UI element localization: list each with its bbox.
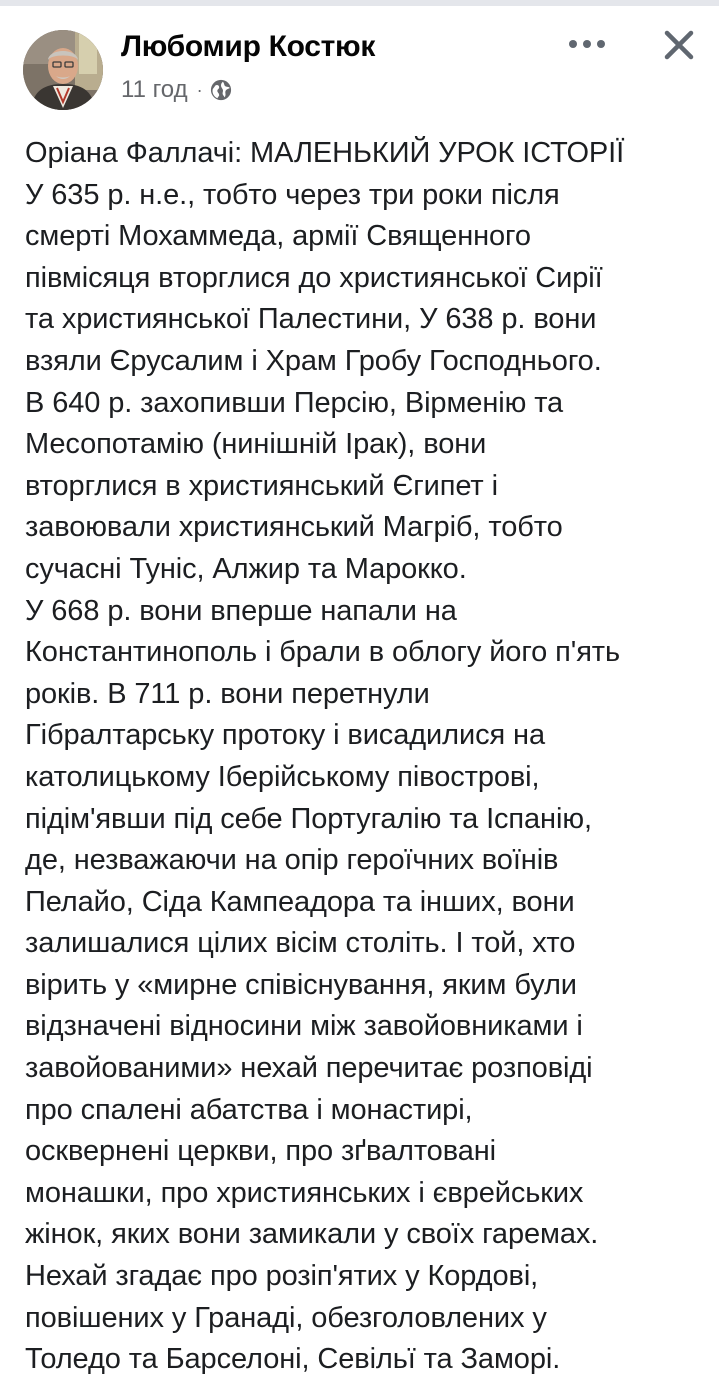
post-text-line: католицькому Іберійському півострові, bbox=[25, 760, 540, 793]
post-text-line: років. В 711 р. вони перетнули bbox=[25, 677, 430, 710]
post-text-line: Нехай згадає про розіп'ятих у Кордові, bbox=[25, 1260, 539, 1293]
author-name[interactable]: Любомир Костюк bbox=[121, 30, 376, 63]
meta-separator: · bbox=[196, 79, 203, 100]
post-text-line: Месопотамію (нинішній Ірак), вони bbox=[25, 428, 487, 461]
post-text-line: залишалися цілих вісім століть. І той, хто bbox=[25, 927, 576, 960]
post-header bbox=[0, 6, 719, 116]
post-text-line: У 635 р. н.е., тобто через три роки після bbox=[25, 178, 560, 211]
post-text-line: монашки, про християнських і єврейських bbox=[25, 1176, 584, 1209]
hide-post-button[interactable] bbox=[656, 22, 702, 68]
post-timestamp[interactable]: 11 год bbox=[121, 76, 188, 103]
post-text-line: де, незважаючи на опір героїчних воїнів bbox=[25, 844, 559, 877]
more-options-button[interactable] bbox=[562, 26, 612, 62]
post-text-line: підім'явши під себе Португалію та Іспанію, bbox=[25, 802, 592, 835]
post-text-line: півмісяця вторглися до християнської Сирії bbox=[25, 261, 603, 294]
post-text-line: сучасні Туніс, Алжир та Марокко. bbox=[25, 552, 467, 585]
more-horizontal-icon bbox=[569, 39, 605, 49]
post-text-line: У 668 р. вони вперше напали на bbox=[25, 594, 457, 627]
post-text-line: Константинополь і брали в облогу його п'ять bbox=[25, 636, 620, 669]
post-meta bbox=[121, 76, 232, 104]
avatar[interactable] bbox=[23, 30, 103, 110]
post-text-line: Толедо та Барселоні, Севільї та Заморі. bbox=[25, 1343, 561, 1376]
post-text-line: смерті Мохаммеда, армії Священного bbox=[25, 220, 531, 253]
post-text-line: В 640 р. захопивши Персію, Вірменію та bbox=[25, 386, 564, 419]
post-text-line: завоювали християнський Магріб, тобто bbox=[25, 511, 563, 544]
post-text-line: завойованими» нехай перечитає розповіді bbox=[25, 1052, 593, 1085]
post-text bbox=[25, 133, 705, 1381]
post-text-line: вірить у «мирне співіснування, яким були bbox=[25, 968, 577, 1001]
post-text-line: відзначені відносини між завойовниками і bbox=[25, 1010, 583, 1043]
post-text-line: вторглися в християнський Єгипет і bbox=[25, 469, 498, 502]
post-text-line: осквернені церкви, про зґвалтовані bbox=[25, 1135, 496, 1168]
post-text-line: та християнської Палестини, У 638 р. вони bbox=[25, 303, 597, 336]
post-text-line: взяли Єрусалим і Храм Гробу Господнього. bbox=[25, 344, 602, 377]
post-text-line: Оріана Фаллачі: МАЛЕНЬКИЙ УРОК ІСТОРІЇ bbox=[25, 137, 625, 169]
close-icon bbox=[663, 29, 695, 61]
avatar-photo bbox=[23, 30, 103, 110]
post-text-line: повішених у Гранаді, обезголовлених у bbox=[25, 1301, 547, 1334]
post-text-line: про спалені абатства і монастирі, bbox=[25, 1093, 473, 1126]
post-text-line: Пелайо, Сіда Кампеадора та інших, вони bbox=[25, 885, 575, 918]
globe-icon[interactable] bbox=[210, 79, 232, 101]
post-text-line: Гібралтарську протоку і висадилися на bbox=[25, 719, 545, 752]
post-text-line: жінок, яких вони замикали у своїх гаремах. bbox=[25, 1218, 599, 1251]
